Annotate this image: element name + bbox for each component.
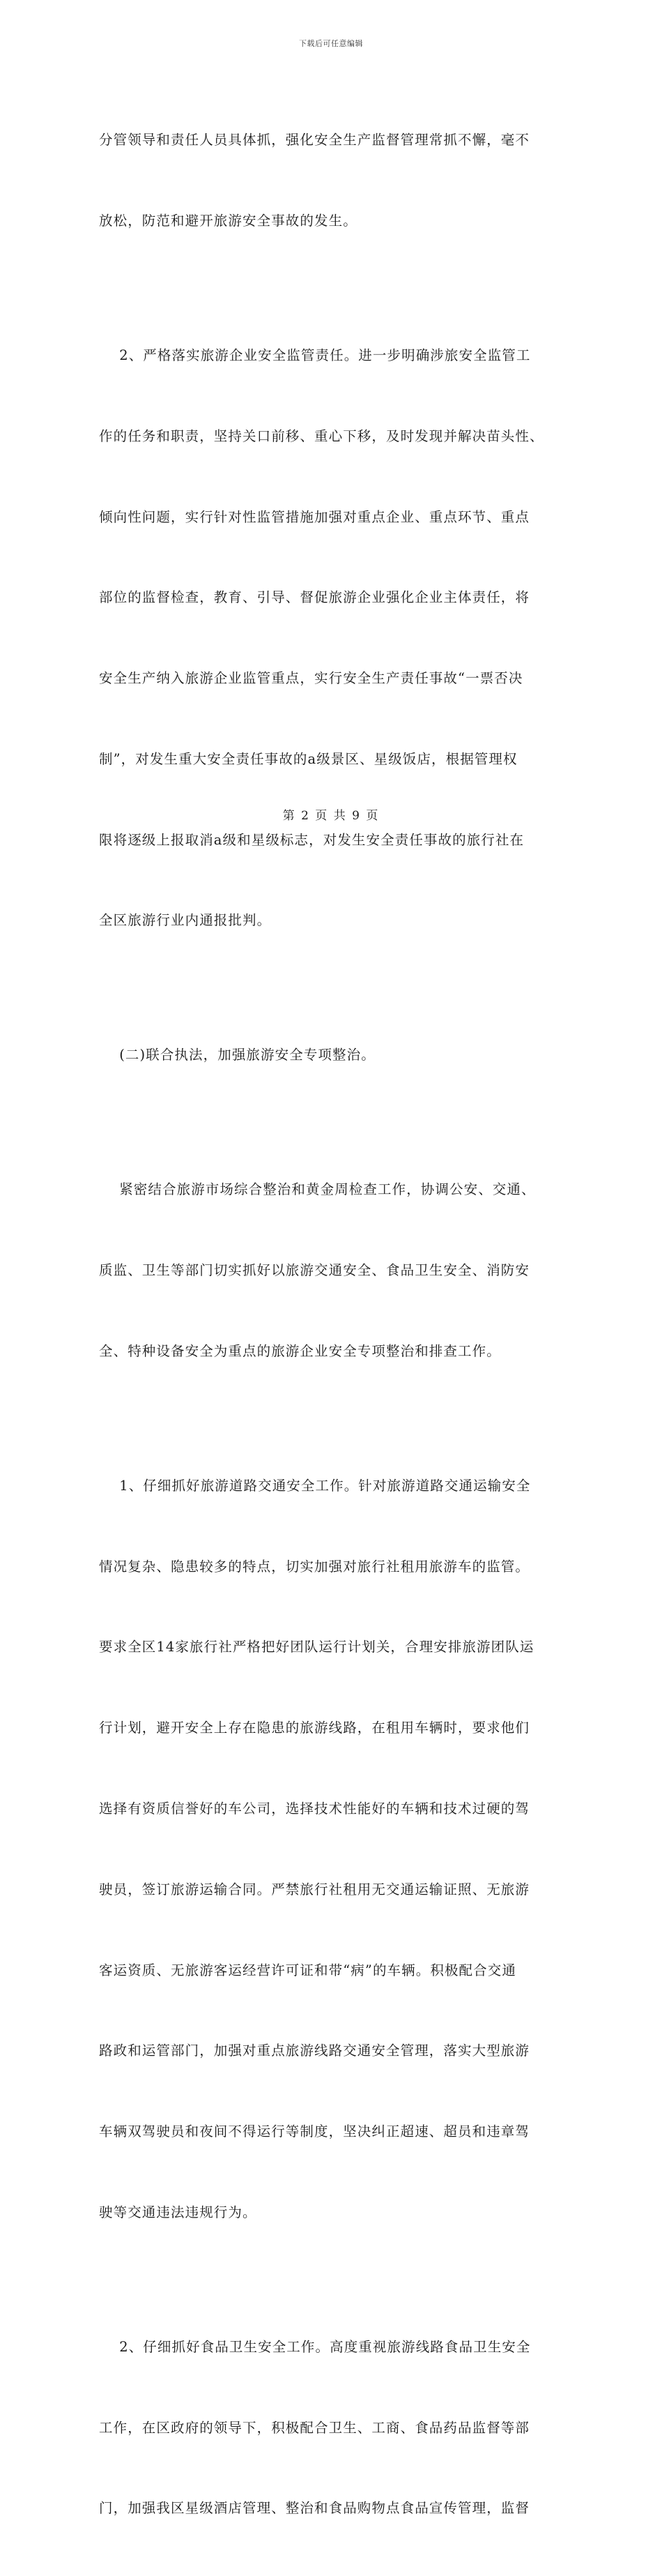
text-line: 紧密结合旅游市场综合整治和黄金周检查工作，协调公安、交通、 [99,1181,536,1198]
text-line: 全、特种设备安全为重点的旅游企业安全专项整治和排查工作。 [99,1342,501,1359]
page-header: 下载后可任意编辑 [299,39,363,48]
text-line: 车辆双驾驶员和夜间不得运行等制度，坚决纠正超速、超员和违章驾 [99,2123,530,2140]
paragraph-supervision-responsibility [99,289,566,988]
text-line: 2、仔细抓好食品卫生安全工作。高度重视旅游线路食品卫生安全 [99,2338,531,2355]
text-line: 工作，在区政府的领导下，积极配合卫生、工商、食品药品监督等部 [99,2419,530,2436]
text-line: 作的任务和职责，坚持关口前移、重心下移，及时发现并解决苗头性、 [99,427,544,444]
paragraph-road-traffic-safety [99,1419,566,2280]
text-line: 全区旅游行业内通报批判。 [99,912,272,929]
text-line: 质监、卫生等部门切实抓好以旅游交通安全、食品卫生安全、消防安 [99,1262,530,1279]
paragraph-continuation [99,73,566,289]
text-line: 倾向性问题，实行针对性监管措施加强对重点企业、重点环节、重点 [99,508,530,525]
text-line: 安全生产纳入旅游企业监管重点，实行安全生产责任事故“一票否决 [99,670,523,687]
text-line: 行计划，避开安全上存在隐患的旅游线路，在租用车辆时，要求他们 [99,1720,530,1736]
text-line: 路政和运管部门，加强对重点旅游线路交通安全管理，落实大型旅游 [99,2043,530,2059]
section-heading [99,988,566,1123]
text-line: 门，加强我区星级酒店管理、整治和食品购物点食品宣传管理，监督 [99,2500,530,2517]
text-line: 限将逐级上报取消a级和星级标志，对发生安全责任事故的旅行社在 [99,831,525,848]
text-line: 驶员，签订旅游运输合同。严禁旅行社租用无交通运输证照、无旅游 [99,1881,530,1897]
text-line: 驶等交通违法违规行为。 [99,2204,257,2220]
paragraph-food-hygiene-safety [99,2280,566,2576]
text-line: 放松，防范和避开旅游安全事故的发生。 [99,212,357,229]
text-line: 制”，对发生重大安全责任事故的a级景区、星级饭店，根据管理权 [99,750,518,767]
text-line: 情况复杂、隐患较多的特点，切实加强对旅行社租用旅游车的监管。 [99,1558,530,1575]
text-line: 2、严格落实旅游企业安全监管责任。进一步明确涉旅安全监管工 [99,347,531,363]
text-line: (二)联合执法，加强旅游安全专项整治。 [99,1047,376,1063]
text-line: 分管领导和责任人员具体抓，强化安全生产监督管理常抓不懈，毫不 [99,132,530,149]
document-body [99,73,566,2576]
text-line: 选择有资质信誉好的车公司，选择技术性能好的车辆和技术过硬的驾 [99,1801,530,1817]
text-line: 客运资质、无旅游客运经营许可证和带“病”的车辆。积极配合交通 [99,1962,516,1978]
page-number-footer: 第 2 页 共 9 页 [282,809,380,823]
text-line: 1、仔细抓好旅游道路交通安全工作。针对旅游道路交通运输安全 [99,1477,531,1494]
paragraph-joint-enforcement [99,1123,566,1419]
text-line: 要求全区14家旅行社严格把好团队运行计划关，合理安排旅游团队运 [99,1639,534,1656]
text-line: 部位的监督检查，教育、引导、督促旅游企业强化企业主体责任，将 [99,589,530,606]
